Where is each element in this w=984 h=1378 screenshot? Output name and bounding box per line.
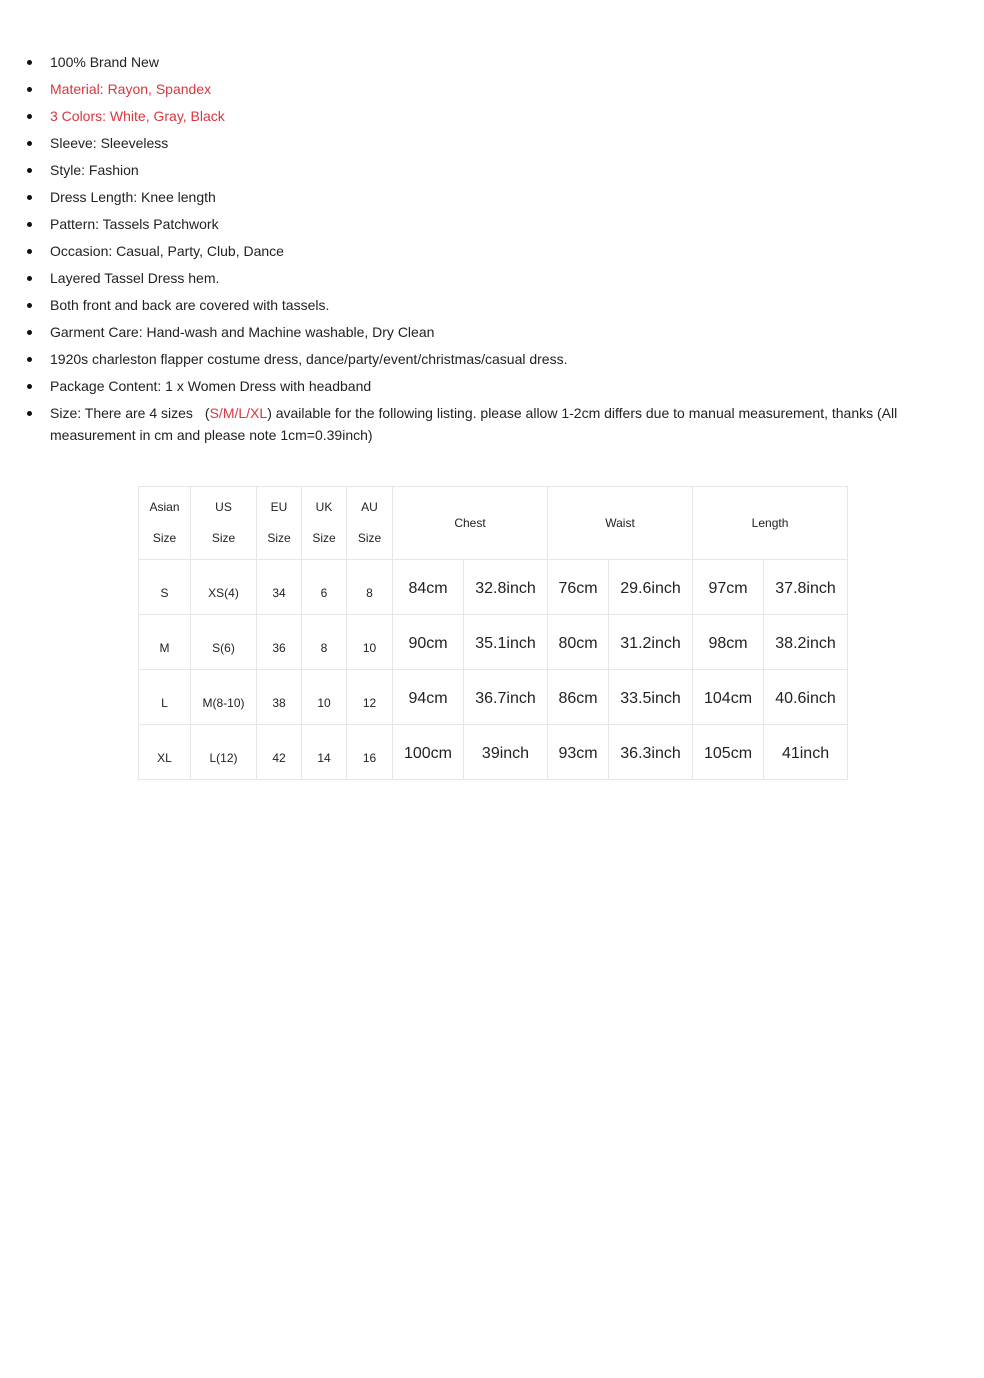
cell-us: M(8-10) xyxy=(191,670,257,725)
bullet-dot-icon xyxy=(27,141,32,146)
header-asian-size: Asian Size xyxy=(139,487,191,560)
cell-asian: M xyxy=(139,615,191,670)
header-au-size: AU Size xyxy=(347,487,393,560)
cell-us: L(12) xyxy=(191,725,257,780)
cell-length-cm: 104cm xyxy=(693,670,764,725)
size-note-open-paren: ( xyxy=(204,405,210,421)
feature-item xyxy=(0,213,984,240)
cell-chest-cm: 100cm xyxy=(393,725,464,780)
bullet-dot-icon xyxy=(27,222,32,227)
size-note-suffix: ) available for the following listing. please allow 1-2cm differs due to manual measurement, thanks (All measurement in cm and please note 1cm=0.39inch) xyxy=(50,405,898,443)
bullet-dot-icon xyxy=(27,330,32,335)
table-row xyxy=(139,615,848,670)
feature-item xyxy=(0,159,984,186)
cell-eu: 42 xyxy=(257,725,302,780)
cell-length-cm: 97cm xyxy=(693,560,764,615)
cell-chest-cm: 84cm xyxy=(393,560,464,615)
cell-eu: 38 xyxy=(257,670,302,725)
feature-text: 3 Colors: White, Gray, Black xyxy=(50,108,225,124)
bullet-dot-icon xyxy=(27,195,32,200)
cell-asian: S xyxy=(139,560,191,615)
cell-eu: 36 xyxy=(257,615,302,670)
feature-item xyxy=(0,294,984,321)
feature-text: Both front and back are covered with tassels. xyxy=(50,297,330,313)
product-features-list xyxy=(0,51,984,446)
cell-waist-cm: 93cm xyxy=(548,725,609,780)
feature-item xyxy=(0,267,984,294)
feature-item xyxy=(0,51,984,78)
feature-item-size-note xyxy=(0,402,984,446)
bullet-dot-icon xyxy=(27,411,32,416)
header-eu-size: EU Size xyxy=(257,487,302,560)
cell-uk: 6 xyxy=(302,560,347,615)
cell-chest-cm: 94cm xyxy=(393,670,464,725)
bullet-dot-icon xyxy=(27,303,32,308)
bullet-dot-icon xyxy=(27,87,32,92)
cell-us: S(6) xyxy=(191,615,257,670)
header-waist: Waist xyxy=(548,487,693,560)
cell-asian: L xyxy=(139,670,191,725)
size-note-sizes: S/M/L/XL xyxy=(209,405,268,421)
feature-item-material xyxy=(0,78,984,105)
feature-text: Material: Rayon, Spandex xyxy=(50,81,212,97)
cell-waist-cm: 76cm xyxy=(548,560,609,615)
feature-item xyxy=(0,321,984,348)
cell-length-cm: 98cm xyxy=(693,615,764,670)
cell-waist-cm: 86cm xyxy=(548,670,609,725)
feature-item-colors xyxy=(0,105,984,132)
feature-text: Dress Length: Knee length xyxy=(50,189,216,205)
cell-us: XS(4) xyxy=(191,560,257,615)
feature-text: Layered Tassel Dress hem. xyxy=(50,270,220,286)
feature-text: Garment Care: Hand-wash and Machine washable, Dry Clean xyxy=(50,324,435,340)
cell-waist-cm: 80cm xyxy=(548,615,609,670)
cell-au: 12 xyxy=(347,670,393,725)
size-note-prefix: Size: There are 4 sizes xyxy=(50,405,193,421)
bullet-dot-icon xyxy=(27,60,32,65)
cell-waist-inch: 33.5inch xyxy=(609,670,693,725)
feature-text: 1920s charleston flapper costume dress, dance/party/event/christmas/casual dress. xyxy=(50,351,568,367)
cell-waist-inch: 31.2inch xyxy=(609,615,693,670)
feature-text: 100% Brand New xyxy=(50,54,159,70)
feature-text: Pattern: Tassels Patchwork xyxy=(50,216,219,232)
cell-chest-cm: 90cm xyxy=(393,615,464,670)
feature-text: Sleeve: Sleeveless xyxy=(50,135,169,151)
feature-item xyxy=(0,186,984,213)
table-row xyxy=(139,560,848,615)
cell-length-inch: 41inch xyxy=(764,725,848,780)
bullet-dot-icon xyxy=(27,357,32,362)
cell-au: 8 xyxy=(347,560,393,615)
bullet-dot-icon xyxy=(27,384,32,389)
cell-chest-inch: 39inch xyxy=(464,725,548,780)
cell-uk: 8 xyxy=(302,615,347,670)
feature-text: Style: Fashion xyxy=(50,162,139,178)
header-length: Length xyxy=(693,487,848,560)
feature-text: Occasion: Casual, Party, Club, Dance xyxy=(50,243,284,259)
cell-chest-inch: 32.8inch xyxy=(464,560,548,615)
table-row xyxy=(139,725,848,780)
cell-length-inch: 37.8inch xyxy=(764,560,848,615)
cell-waist-inch: 36.3inch xyxy=(609,725,693,780)
feature-item xyxy=(0,240,984,267)
cell-asian: XL xyxy=(139,725,191,780)
cell-length-inch: 38.2inch xyxy=(764,615,848,670)
feature-item xyxy=(0,375,984,402)
bullet-dot-icon xyxy=(27,168,32,173)
feature-text: Package Content: 1 x Women Dress with headband xyxy=(50,378,372,394)
feature-item xyxy=(0,132,984,159)
table-row xyxy=(139,670,848,725)
cell-uk: 10 xyxy=(302,670,347,725)
bullet-dot-icon xyxy=(27,114,32,119)
cell-au: 16 xyxy=(347,725,393,780)
bullet-dot-icon xyxy=(27,276,32,281)
cell-waist-inch: 29.6inch xyxy=(609,560,693,615)
cell-chest-inch: 36.7inch xyxy=(464,670,548,725)
cell-length-inch: 40.6inch xyxy=(764,670,848,725)
table-header-row xyxy=(139,487,848,560)
bullet-dot-icon xyxy=(27,249,32,254)
cell-uk: 14 xyxy=(302,725,347,780)
cell-length-cm: 105cm xyxy=(693,725,764,780)
header-uk-size: UK Size xyxy=(302,487,347,560)
header-chest: Chest xyxy=(393,487,548,560)
size-chart-table xyxy=(138,486,848,780)
cell-au: 10 xyxy=(347,615,393,670)
header-us-size: US Size xyxy=(191,487,257,560)
feature-item xyxy=(0,348,984,375)
cell-chest-inch: 35.1inch xyxy=(464,615,548,670)
cell-eu: 34 xyxy=(257,560,302,615)
